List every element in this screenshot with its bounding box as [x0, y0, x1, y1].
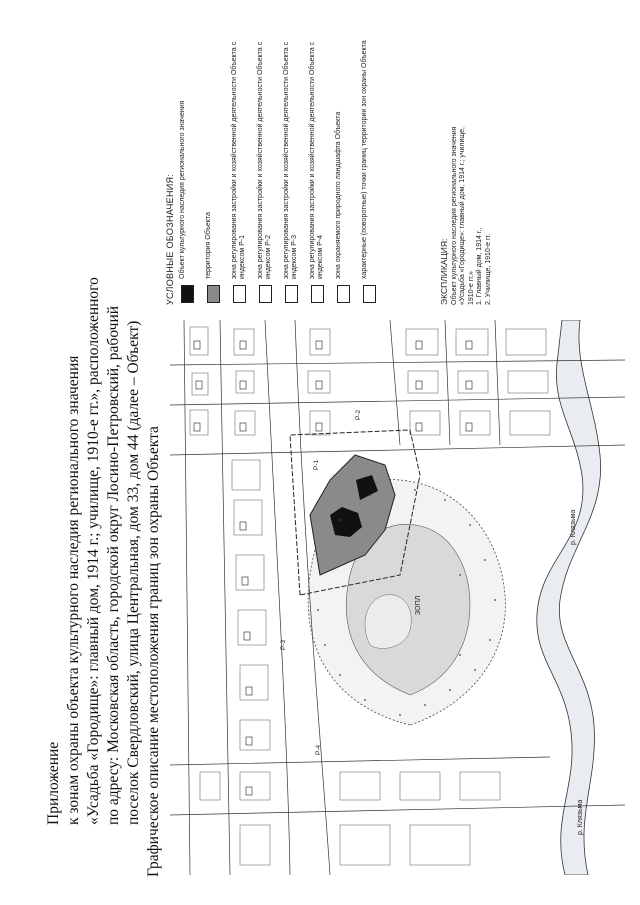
- header-line-3: «Усадьба «Городище»: главный дом, 1914 г.; училище, 1910-е гг.», расположенного: [85, 277, 102, 825]
- legend-swatch: [363, 285, 376, 303]
- legend-text: характерные (поворотные) точки границ территории зон охраны Объекта: [361, 40, 368, 279]
- legend-swatch: [285, 285, 298, 303]
- legend-swatch: [181, 285, 194, 303]
- legend-item: [361, 15, 385, 305]
- cadastral-map: [170, 320, 625, 875]
- legend-swatch: [207, 285, 220, 303]
- river-label-right: р. Клязьма: [570, 509, 577, 545]
- legend-item: [231, 15, 255, 305]
- explication-line: 2. Училище, 1910-е гг.: [484, 233, 492, 305]
- map-subtitle: Графическое описание местоположения границ зон охраны Объекта: [145, 426, 162, 877]
- zone-label-p1: Р-1: [313, 459, 320, 470]
- legend-text: зона регулирования застройки и хозяйственной деятельности Объекта с индексом Р-3: [283, 41, 298, 279]
- explication-line: «Усадьба «Городище»: главный дом, 1914 г.; училище,: [459, 127, 466, 305]
- legend-swatch: [233, 285, 246, 303]
- header-line-4: по адресу: Московская область, городской округ Лосино-Петровский, рабочий: [105, 305, 122, 825]
- legend-text: зона регулирования застройки и хозяйственной деятельности Объекта с индексом Р-4: [309, 41, 324, 279]
- explication: [440, 35, 493, 305]
- header-line-2: к зонам охраны объекта культурного наследия регионального значения: [65, 355, 82, 825]
- explication-line: Объект культурного наследия регионального значения: [450, 126, 458, 305]
- legend-text: зона регулирования застройки и хозяйственной деятельности Объекта с индексом Р-1: [231, 41, 246, 279]
- legend-heading: УСЛОВНЫЕ ОБОЗНАЧЕНИЯ:: [165, 173, 175, 305]
- legend-text: зона охраняемого природного ландшафта Объекта: [335, 111, 342, 279]
- legend-item: [335, 15, 359, 305]
- legend-text: территория Объекта: [205, 212, 212, 279]
- legend-swatch: [337, 285, 350, 303]
- legend-item: [283, 15, 307, 305]
- legend-item: [257, 15, 281, 305]
- explication-line: 1910-е гг.»: [467, 271, 475, 305]
- legend-item: [309, 15, 333, 305]
- river-label-left: р. Клязьма: [577, 799, 584, 835]
- explication-line: 1. Главный дом, 1914 г.,: [476, 227, 483, 305]
- header-line-5: поселок Свердловский, улица Центральная, дом 33, дом 44 (далее – Объект): [125, 320, 142, 825]
- zone-label-p4: Р-4: [315, 744, 322, 755]
- zone-label-p3: Р-3: [280, 639, 287, 650]
- legend-text: Объект культурного наследия регионального значения: [179, 100, 186, 279]
- legend-text: зона регулирования застройки и хозяйственной деятельности Объекта с индексом Р-2: [257, 41, 272, 279]
- legend-item: [205, 15, 229, 305]
- legend-swatch: [311, 285, 324, 303]
- legend-item: [179, 15, 203, 305]
- zone-label-zopl: ЗОПЛ: [415, 595, 422, 615]
- map-legend: [165, 15, 465, 305]
- legend-swatch: [259, 285, 272, 303]
- zone-label-p2: Р-2: [355, 409, 362, 420]
- explication-heading: ЭКСПЛИКАЦИЯ:: [439, 238, 449, 305]
- appendix-label: Приложение: [45, 741, 62, 825]
